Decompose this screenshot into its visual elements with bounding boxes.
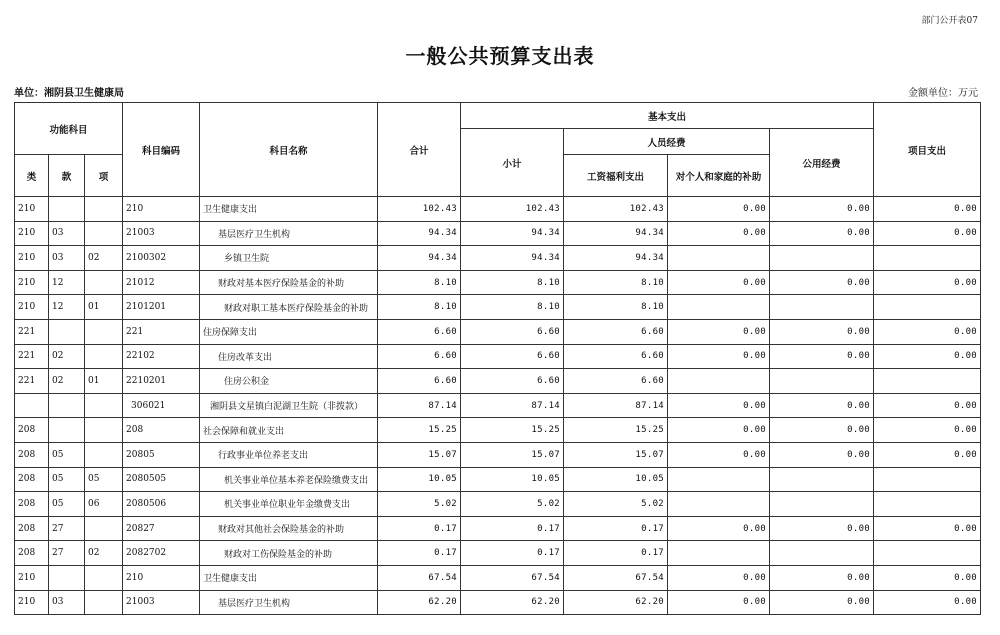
cell-xiang xyxy=(85,221,123,246)
cell-subsidy: 0.00 xyxy=(668,270,770,295)
cell-total: 15.07 xyxy=(378,442,461,467)
table-body xyxy=(15,197,981,615)
cell-subsidy: 0.00 xyxy=(668,418,770,443)
cell-name: 财政对基本医疗保险基金的补助 xyxy=(200,270,378,295)
cell-lei: 208 xyxy=(15,467,49,492)
cell-subtotal: 0.17 xyxy=(461,541,564,566)
table-row xyxy=(15,565,981,590)
table-row xyxy=(15,295,981,320)
cell-public: 0.00 xyxy=(770,221,874,246)
cell-code: 20805 xyxy=(123,442,200,467)
cell-xiang xyxy=(85,270,123,295)
cell-kuan: 12 xyxy=(49,270,85,295)
header-personnel: 人员经费 xyxy=(564,129,770,155)
money-unit-label: 金额单位：万元 xyxy=(908,88,978,99)
cell-name: 湘阴县文星镇白泥湖卫生院（非拨款） xyxy=(200,393,378,418)
cell-total: 94.34 xyxy=(378,221,461,246)
cell-salary: 102.43 xyxy=(564,197,668,222)
cell-lei: 210 xyxy=(15,221,49,246)
cell-public xyxy=(770,467,874,492)
header-total: 合计 xyxy=(378,103,461,197)
cell-name: 乡镇卫生院 xyxy=(200,246,378,271)
cell-subtotal: 0.17 xyxy=(461,516,564,541)
cell-xiang: 01 xyxy=(85,295,123,320)
table-code-label: 部门公开表07 xyxy=(921,16,978,26)
cell-kuan: 05 xyxy=(49,442,85,467)
cell-public: 0.00 xyxy=(770,565,874,590)
cell-kuan xyxy=(49,393,85,418)
cell-code: 306021 xyxy=(123,393,200,418)
cell-lei xyxy=(15,393,49,418)
cell-xiang: 02 xyxy=(85,541,123,566)
cell-salary: 87.14 xyxy=(564,393,668,418)
cell-kuan xyxy=(49,197,85,222)
cell-total: 15.25 xyxy=(378,418,461,443)
cell-xiang xyxy=(85,418,123,443)
budget-table xyxy=(14,102,981,615)
cell-subsidy: 0.00 xyxy=(668,393,770,418)
cell-subtotal: 94.34 xyxy=(461,246,564,271)
cell-subtotal: 67.54 xyxy=(461,565,564,590)
cell-subsidy: 0.00 xyxy=(668,221,770,246)
cell-lei: 210 xyxy=(15,197,49,222)
cell-project: 0.00 xyxy=(874,590,981,615)
cell-total: 10.05 xyxy=(378,467,461,492)
cell-public: 0.00 xyxy=(770,590,874,615)
cell-salary: 15.25 xyxy=(564,418,668,443)
table-row xyxy=(15,319,981,344)
header-basic-expenditure: 基本支出 xyxy=(461,103,874,129)
cell-subtotal: 15.25 xyxy=(461,418,564,443)
cell-name: 财政对职工基本医疗保险基金的补助 xyxy=(200,295,378,320)
cell-public xyxy=(770,295,874,320)
cell-public xyxy=(770,369,874,394)
cell-project: 0.00 xyxy=(874,565,981,590)
cell-kuan: 12 xyxy=(49,295,85,320)
cell-subsidy xyxy=(668,246,770,271)
cell-name: 财政对工伤保险基金的补助 xyxy=(200,541,378,566)
cell-total: 94.34 xyxy=(378,246,461,271)
cell-total: 0.17 xyxy=(378,541,461,566)
cell-lei: 208 xyxy=(15,492,49,517)
cell-lei: 208 xyxy=(15,442,49,467)
cell-subtotal: 6.60 xyxy=(461,344,564,369)
cell-lei: 210 xyxy=(15,246,49,271)
cell-public xyxy=(770,541,874,566)
cell-kuan: 27 xyxy=(49,516,85,541)
cell-public xyxy=(770,246,874,271)
cell-code: 210 xyxy=(123,197,200,222)
header-xiang: 项 xyxy=(85,155,123,197)
cell-public: 0.00 xyxy=(770,197,874,222)
cell-xiang xyxy=(85,565,123,590)
table-row xyxy=(15,197,981,222)
cell-salary: 94.34 xyxy=(564,221,668,246)
cell-subsidy: 0.00 xyxy=(668,344,770,369)
cell-xiang: 05 xyxy=(85,467,123,492)
cell-kuan: 02 xyxy=(49,344,85,369)
cell-code: 221 xyxy=(123,319,200,344)
table-row xyxy=(15,246,981,271)
cell-code: 20827 xyxy=(123,516,200,541)
cell-subtotal: 5.02 xyxy=(461,492,564,517)
cell-public: 0.00 xyxy=(770,393,874,418)
cell-lei: 210 xyxy=(15,295,49,320)
cell-salary: 8.10 xyxy=(564,270,668,295)
header-subject-code: 科目编码 xyxy=(123,103,200,197)
cell-subsidy: 0.00 xyxy=(668,319,770,344)
cell-lei: 210 xyxy=(15,590,49,615)
cell-subsidy: 0.00 xyxy=(668,590,770,615)
cell-subtotal: 15.07 xyxy=(461,442,564,467)
cell-code: 21012 xyxy=(123,270,200,295)
cell-code: 208 xyxy=(123,418,200,443)
cell-subsidy: 0.00 xyxy=(668,442,770,467)
cell-project: 0.00 xyxy=(874,393,981,418)
cell-kuan: 02 xyxy=(49,369,85,394)
cell-xiang: 01 xyxy=(85,369,123,394)
cell-public: 0.00 xyxy=(770,344,874,369)
header-subtotal: 小计 xyxy=(461,129,564,197)
cell-code: 2080506 xyxy=(123,492,200,517)
cell-subsidy xyxy=(668,295,770,320)
header-subsidy: 对个人和家庭的补助 xyxy=(668,155,770,197)
cell-lei: 208 xyxy=(15,418,49,443)
cell-code: 22102 xyxy=(123,344,200,369)
cell-kuan xyxy=(49,319,85,344)
cell-salary: 6.60 xyxy=(564,319,668,344)
cell-lei: 208 xyxy=(15,541,49,566)
cell-public: 0.00 xyxy=(770,418,874,443)
cell-lei: 210 xyxy=(15,270,49,295)
cell-lei: 208 xyxy=(15,516,49,541)
cell-code: 21003 xyxy=(123,590,200,615)
cell-lei: 221 xyxy=(15,319,49,344)
cell-salary: 8.10 xyxy=(564,295,668,320)
cell-subtotal: 6.60 xyxy=(461,319,564,344)
table-row xyxy=(15,516,981,541)
cell-code: 210 xyxy=(123,565,200,590)
cell-project: 0.00 xyxy=(874,442,981,467)
cell-public: 0.00 xyxy=(770,270,874,295)
cell-code: 2101201 xyxy=(123,295,200,320)
table-row xyxy=(15,270,981,295)
cell-name: 基层医疗卫生机构 xyxy=(200,221,378,246)
cell-name: 住房改革支出 xyxy=(200,344,378,369)
cell-total: 6.60 xyxy=(378,319,461,344)
cell-project xyxy=(874,246,981,271)
cell-code: 2082702 xyxy=(123,541,200,566)
cell-salary: 6.60 xyxy=(564,344,668,369)
cell-subsidy xyxy=(668,541,770,566)
cell-kuan: 03 xyxy=(49,590,85,615)
cell-subtotal: 8.10 xyxy=(461,270,564,295)
header-public-expense: 公用经费 xyxy=(770,129,874,197)
cell-xiang xyxy=(85,319,123,344)
cell-total: 8.10 xyxy=(378,270,461,295)
cell-lei: 221 xyxy=(15,344,49,369)
cell-public: 0.00 xyxy=(770,442,874,467)
table-row xyxy=(15,442,981,467)
cell-public xyxy=(770,492,874,517)
cell-salary: 62.20 xyxy=(564,590,668,615)
cell-name: 基层医疗卫生机构 xyxy=(200,590,378,615)
cell-lei: 221 xyxy=(15,369,49,394)
cell-total: 62.20 xyxy=(378,590,461,615)
cell-total: 67.54 xyxy=(378,565,461,590)
cell-xiang xyxy=(85,197,123,222)
cell-subsidy: 0.00 xyxy=(668,197,770,222)
cell-name: 卫生健康支出 xyxy=(200,565,378,590)
cell-kuan: 05 xyxy=(49,467,85,492)
cell-name: 行政事业单位养老支出 xyxy=(200,442,378,467)
cell-project: 0.00 xyxy=(874,197,981,222)
header-kuan: 款 xyxy=(49,155,85,197)
cell-salary: 94.34 xyxy=(564,246,668,271)
cell-subsidy xyxy=(668,492,770,517)
cell-total: 6.60 xyxy=(378,344,461,369)
header-project-expenditure: 项目支出 xyxy=(874,103,981,197)
cell-project: 0.00 xyxy=(874,319,981,344)
header-salary: 工资福利支出 xyxy=(564,155,668,197)
page-title: 一般公共预算支出表 xyxy=(405,44,595,68)
table-row xyxy=(15,541,981,566)
cell-salary: 15.07 xyxy=(564,442,668,467)
table-row xyxy=(15,221,981,246)
cell-total: 102.43 xyxy=(378,197,461,222)
cell-project xyxy=(874,467,981,492)
cell-public: 0.00 xyxy=(770,319,874,344)
cell-xiang xyxy=(85,442,123,467)
table-row xyxy=(15,467,981,492)
cell-code: 2210201 xyxy=(123,369,200,394)
cell-subtotal: 8.10 xyxy=(461,295,564,320)
cell-project: 0.00 xyxy=(874,344,981,369)
cell-subsidy: 0.00 xyxy=(668,516,770,541)
cell-salary: 0.17 xyxy=(564,541,668,566)
cell-project xyxy=(874,295,981,320)
cell-subtotal: 102.43 xyxy=(461,197,564,222)
cell-xiang xyxy=(85,516,123,541)
header-func-subject: 功能科目 xyxy=(15,103,123,155)
cell-salary: 0.17 xyxy=(564,516,668,541)
cell-total: 87.14 xyxy=(378,393,461,418)
header-lei: 类 xyxy=(15,155,49,197)
cell-total: 6.60 xyxy=(378,369,461,394)
table-row xyxy=(15,418,981,443)
cell-kuan xyxy=(49,418,85,443)
cell-code: 21003 xyxy=(123,221,200,246)
cell-salary: 67.54 xyxy=(564,565,668,590)
cell-code: 2100302 xyxy=(123,246,200,271)
cell-name: 卫生健康支出 xyxy=(200,197,378,222)
cell-subtotal: 6.60 xyxy=(461,369,564,394)
cell-total: 8.10 xyxy=(378,295,461,320)
cell-xiang: 02 xyxy=(85,246,123,271)
cell-subsidy xyxy=(668,467,770,492)
cell-code: 2080505 xyxy=(123,467,200,492)
cell-project: 0.00 xyxy=(874,270,981,295)
cell-salary: 10.05 xyxy=(564,467,668,492)
cell-total: 5.02 xyxy=(378,492,461,517)
table-row xyxy=(15,590,981,615)
cell-project: 0.00 xyxy=(874,418,981,443)
cell-subsidy: 0.00 xyxy=(668,565,770,590)
cell-project xyxy=(874,541,981,566)
cell-name: 社会保障和就业支出 xyxy=(200,418,378,443)
cell-xiang: 06 xyxy=(85,492,123,517)
cell-kuan: 03 xyxy=(49,221,85,246)
unit-label: 单位：湘阴县卫生健康局 xyxy=(14,88,124,99)
cell-subtotal: 87.14 xyxy=(461,393,564,418)
cell-xiang xyxy=(85,590,123,615)
header-subject-name: 科目名称 xyxy=(200,103,378,197)
table-row xyxy=(15,393,981,418)
cell-subsidy xyxy=(668,369,770,394)
cell-lei: 210 xyxy=(15,565,49,590)
cell-project xyxy=(874,369,981,394)
cell-total: 0.17 xyxy=(378,516,461,541)
cell-kuan: 05 xyxy=(49,492,85,517)
cell-name: 住房保障支出 xyxy=(200,319,378,344)
cell-project xyxy=(874,492,981,517)
table-row xyxy=(15,492,981,517)
cell-salary: 6.60 xyxy=(564,369,668,394)
cell-subtotal: 10.05 xyxy=(461,467,564,492)
cell-kuan xyxy=(49,565,85,590)
cell-subtotal: 94.34 xyxy=(461,221,564,246)
cell-subtotal: 62.20 xyxy=(461,590,564,615)
cell-kuan: 27 xyxy=(49,541,85,566)
cell-name: 机关事业单位基本养老保险缴费支出 xyxy=(200,467,378,492)
cell-name: 财政对其他社会保险基金的补助 xyxy=(200,516,378,541)
table-row xyxy=(15,344,981,369)
cell-kuan: 03 xyxy=(49,246,85,271)
cell-public: 0.00 xyxy=(770,516,874,541)
cell-salary: 5.02 xyxy=(564,492,668,517)
cell-project: 0.00 xyxy=(874,221,981,246)
table-row xyxy=(15,369,981,394)
cell-xiang xyxy=(85,344,123,369)
cell-name: 机关事业单位职业年金缴费支出 xyxy=(200,492,378,517)
cell-name: 住房公积金 xyxy=(200,369,378,394)
cell-project: 0.00 xyxy=(874,516,981,541)
cell-xiang xyxy=(85,393,123,418)
